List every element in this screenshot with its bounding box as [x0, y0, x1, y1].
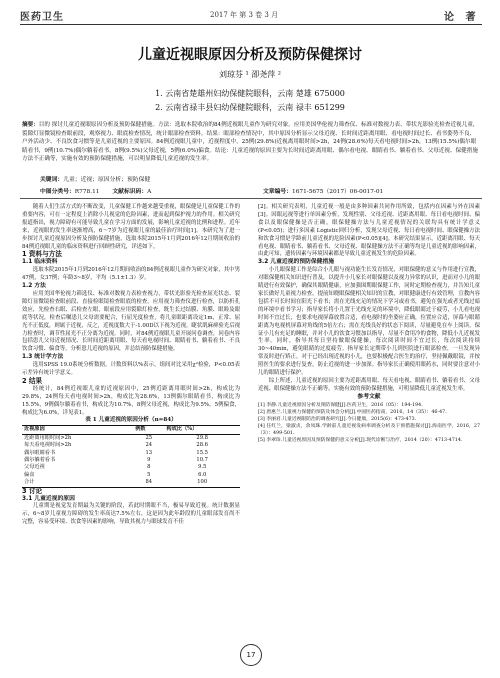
references-heading: 参考文献 — [357, 393, 381, 400]
table-header-cell: 近视原因 — [24, 426, 45, 433]
doc-code-value: A — [147, 189, 152, 195]
body-rule — [20, 198, 482, 199]
table-cell: 29.8 — [196, 434, 208, 441]
table-row — [22, 472, 240, 479]
table-cell: 13 — [145, 449, 153, 456]
table-cell: 5 — [147, 471, 151, 478]
abstract — [22, 121, 480, 164]
doc-code-label: 文献标识码： — [112, 189, 148, 195]
table-cell: 近距离用眼时间>2h — [24, 434, 72, 441]
section-1-1-heading: 1.1 临床资料 — [22, 259, 58, 266]
table-row — [22, 450, 240, 457]
abstract-text: 目的 探讨儿童近视眼原因分析及预防保健措施。方法：选取本院收治的84例近视眼儿童作为研究对象。应用美国华伦视力筛查仪、标准对数视力表、带状光影验光检查近视儿童，裂隙灯显微镜检查眼前段，观察视力、眼底检查情况，统计眼部检查资料。结果：眼部检查情况中，其中原因分析显示父母近视、长时间近距离用眼、看电视时间过长、看书姿势不良、户外活动少、不良饮食习惯等是儿童近视的主要原因。84例近视眼儿童中，近视程度中，25例(29.8%)近视离用眼时间>2h，24例(28.6%)每天看电视时间>2h，13例(15.5%)偶尔眼睛看书，9例(10.7%)偶尔躺着看书，8例(9.5%)父母近视，5例(6.0%)偏食。结论：儿童近视的原因主要为长时间近距离用眼、偶尔看电视、眼睛看书、躺着看书、父母近视、保健措施方法不正确等，实施有效的预防保健措施，可以明显降低儿童近视的发生率。 — [22, 122, 479, 163]
article-number-value: 1671-5675（2017）06-0017-01 — [292, 189, 384, 195]
discussion-continued: [2]。相关研究表明，儿童近视一般是由多种因素共同作用所致，包括内在因素与外在因素[3]。因眼远视等进行单因素分析，发现性别、父母近视、近距离用眼、每日看电视时间、偏食以及眼保健操是否正确，眼保健操方法与儿童近视情况的关联均具有统计学意义(P<0.05)；进行多因素 Logistic回归分析，发现父母近视、每日看电视时间、眼保健操方法和饮食习惯是学龄前儿童近视的危险因素(P<0.05)[4]。本研究结果显示，近距离用眼、每天看电视、眼睛看书、躺着看书、父母近视、眼保健操方法不正确等均是儿童近视的影响因素，由此可知，遗传因素与环境因素都是导致儿童近视发生的危险因素。 — [258, 204, 480, 258]
results-table — [22, 425, 240, 487]
reference-item: [4] 任红兰，梁淑贞，余凤珠.学龄前儿童近视发病率调查分析及干预措施探讨[J].海南医学，2016，27（3）：499-501. — [258, 423, 480, 436]
table-cell: 偶尔躺着看书 — [24, 457, 56, 463]
section-1-heading: 1 资料与方法 — [22, 250, 62, 259]
table-cell: 84 — [145, 479, 153, 486]
abstract-label: 摘要： — [22, 122, 39, 128]
section-3-1-text: 儿童期是视觉发育期最为关键的阶段，若此时期眼不当，极易导致近视。统计数据显示，6~8岁儿童视力障碍的发生率高达7.5%左右，这是因为此年龄段的儿童眼部发育尚不完整，容易受环境、饮食等因素的影响，导致其视力与眼球发育不佳 — [22, 503, 240, 526]
header-rule — [20, 24, 482, 25]
table-cell: 父母近视 — [24, 464, 45, 471]
section-2-text: 经统计，84例近视眼儿童的近视原因中，25例近距离用眼时间>2h，构成比为29.8%，24例每天看电视时间>2h，构成比为28.6%，13例偶尔眼睛看书，构成比为15.5%，9例偶尔躺着看书，构成比为10.7%，8例父母近视，构成比为9.5%，5例偏食，构成比为6.0%，详见表1。 — [22, 385, 240, 416]
section-1-1-text: 选取本院2015年1月到2016年12月期间收治的84例近视眼儿童作为研究对象，其中男47例，女37例；年龄3~8岁，平均（5.1±1.3）岁。 — [22, 267, 240, 282]
table-cell: 偶尔眼睛看书 — [24, 449, 56, 456]
section-3-2-heading: 3.2 儿童近视的预防保健措施 — [258, 259, 335, 266]
keywords-label: 关键词： — [40, 177, 64, 183]
section-1-3-text: 选用SPSS 19.0系统分析数据，计数资料以%表示，组间对比采用χ²检验，P<0.05表示差异有统计学意义。 — [22, 362, 240, 377]
table-cell: 25 — [145, 434, 153, 441]
table-row — [22, 434, 240, 442]
authors: 刘琼芬 ¹ 卲尧萍 ² — [218, 70, 282, 79]
conclusion-text: 综上所述，儿童近视的原因主要为近距离用眼、每天看电视、眼睛看书、躺着看书、父母近视、眼保健操方法不正确等，实施有效的预防保健措施，可明显降低儿童近视发生率。 — [258, 377, 480, 392]
column-right — [258, 204, 480, 444]
section-3-heading: 3 讨论 — [22, 486, 43, 495]
keywords-text: 儿童；近视；原因分析；预防保健 — [63, 177, 151, 183]
page-number: 17 — [240, 644, 262, 666]
table-cell: 28.6 — [196, 442, 208, 449]
table-cell: 合计 — [24, 479, 35, 486]
issue-info: 2017 年 第 3 卷 3 月 — [210, 11, 279, 19]
table-cell: 6.0 — [198, 471, 207, 478]
table-cell: 每天看电视时间>2h — [24, 442, 72, 449]
cls-value: R778.11 — [74, 189, 100, 195]
references-list — [258, 402, 480, 444]
table-row — [22, 442, 240, 449]
table-header-cell: 构成比（%） — [166, 426, 198, 433]
table-cell: 9 — [147, 457, 151, 463]
affiliation-1: 1. 云南省楚雄州妇幼保健院眼科，云南 楚雄 675000 — [155, 89, 345, 98]
cls-label: 中图分类号： — [40, 189, 75, 195]
article-type: 论 著 — [444, 12, 480, 23]
table-header-row — [22, 426, 240, 434]
reference-item: [5] 李翠珍.儿童近视原因及预防保健的意义分析[J].现代诊断与治疗，2014（20）：4713-4714. — [258, 437, 463, 443]
affiliation-2: 2. 云南省禄丰县妇幼保健院眼科，云南 禄丰 651299 — [155, 103, 345, 112]
table-row — [22, 479, 240, 487]
section-1-3-heading: 1.3 统计学方法 — [22, 354, 64, 361]
section-3-2-text: 小儿眼保健工作是综合小儿眼与视功能生长发育情况，对眼保健的意义与作用进行宣教，对眼保健相关知识进行普及，以提升小儿家长对眼保健以及视力异常的认识，进而对小儿的眼睛进行有效保护，确保其眼睛健康，应加强围期眼保健工作，同时定期检查视力，并告知儿童家长做好儿童视力检查，提前知晓眼保健相关知识的宣教，对眼健康进行有效管理，宣教内容包括不可长时间在阳光下看书；需在光线充足的情况下学习或看书，避免在强光或者光线过暗的环境中看书学习；指导家长将小儿置于光线充足的环境中，降低眼睛过于疲劳，小儿看电视时间不宜过长，也要求电视屏幕放置合适，看电视时的坐姿应正确，位置应合适，屏幕与眼睛距离为电视机屏幕对角线的5倍左右；需在光线良好的状态下阅读，尽量避免在车上阅读。保证小儿有充足的睡眠，并对小儿的饮食习惯加以指导，尽量不食用冷的食物，降低小儿近视发生率。同时，指导其每日坚持做眼保健操，每次阅读时间不宜过长，每次阅读持续30~40min，避免眼睛的过度疲劳。指导家长定期带小儿到医院进行眼部检查，一旦发现异常及时进行矫正。对于已经出现近视的小儿，也要积极配合医生的治疗，坚持佩戴眼镜，并按照医生的要求进行复查，防止近视的进一步加深。指导家长正确使用眼药水，同时要注意对小儿的眼睛进行保护。 — [258, 267, 480, 377]
classification-line — [40, 186, 151, 195]
table-cell: 15.5 — [196, 449, 208, 456]
reference-item: [3] 李丽君.儿童近视眼防治的调查研究[J].今日健康，2015(6)：473-473. — [258, 416, 417, 422]
journal-section-label: 医药卫生 — [20, 12, 64, 23]
table-row — [22, 464, 240, 471]
table-caption: 表 1 儿童近视的原因分析（n=84） — [85, 417, 177, 424]
section-1-2-text: 应用美国华伦视力筛选仪、标准对数视力表检查视力，带状光影验光检查屈光状态、裂隙灯显微镜检查眼前段、直接检眼镜检查眼底的检查。应用视力筛查仪进行检查，以防折孔效应，先检查右眼、后检查左眼，眼前段应用裂隙灯检查，既生长过结膜、角膜、眼睑及眼底等状况，检查后嘱患儿父母需要配合，行屈光度检查，将儿童眼距离设定1m，正常、屈光不正低度，则属于近视，反之，近视度数大于-1.00D以下视为近视。睫状肌麻痹验光后视力检查时，调节性屈光不正分离为近视。同时，对84例近视眼儿童开展问卷调查，问卷内容包括患儿父母近视情况、长时间近距离用眼、每天看电视时间、眼睛看书、躺着看书、不良饮食习惯、偏食等，分析患儿近视的原因，并总结预防保健措施。 — [22, 290, 240, 353]
table-cell: 100 — [197, 479, 208, 486]
section-2-heading: 2 结果 — [22, 376, 43, 385]
reference-item: [2] 唐惠兰.儿童视力保健的预防及体会分析[J].中国医药指南，2016，14（35）：46-47. — [258, 409, 447, 415]
section-1-2-heading: 1.2 方法 — [22, 283, 46, 290]
intro-paragraph: 随着人们生活方式的不断改变，儿童保健工作越来越受重视，眼保健是儿童保健工作的重要内容，可在一定程度上消除小儿视觉的危险因素，进而起到保护视力的作用。相关研究报道指出，视力障碍有可能导致儿童在学习方面的发展，影响儿童近视的比例和进程。近年来，近视眼的发生率逐渐增高，6～7岁为近视眼儿童的最佳治疗时间[1]。本研究为了进一步探讨儿童近视原因分析及预防保健措施，选取本院2015年1月到2016年12月期间收治的84例近视眼儿童的临床资料进行回顾性研究，详述如下。 — [22, 204, 240, 250]
reference-item: [1] 李静.儿童近视原因分析及预防保健[J].医药卫生，2016（05）：194-194. — [258, 402, 423, 408]
table-cell: 10.7 — [196, 457, 208, 463]
article-number-label: 文章编号： — [263, 189, 292, 195]
keywords — [40, 174, 150, 183]
table-cell: 偏食 — [24, 471, 35, 478]
table-cell: 9.5 — [198, 464, 207, 471]
table-cell: 8 — [147, 464, 151, 471]
section-3-1-heading: 3.1 儿童近视的原因 — [22, 495, 75, 502]
article-number — [263, 186, 383, 195]
column-left — [22, 204, 240, 527]
table-cell: 24 — [145, 442, 153, 449]
table-row — [22, 457, 240, 464]
paper-title: 儿童近视眼原因分析及预防保健探讨 — [138, 47, 362, 63]
table-header-cell: 例数 — [135, 426, 146, 433]
